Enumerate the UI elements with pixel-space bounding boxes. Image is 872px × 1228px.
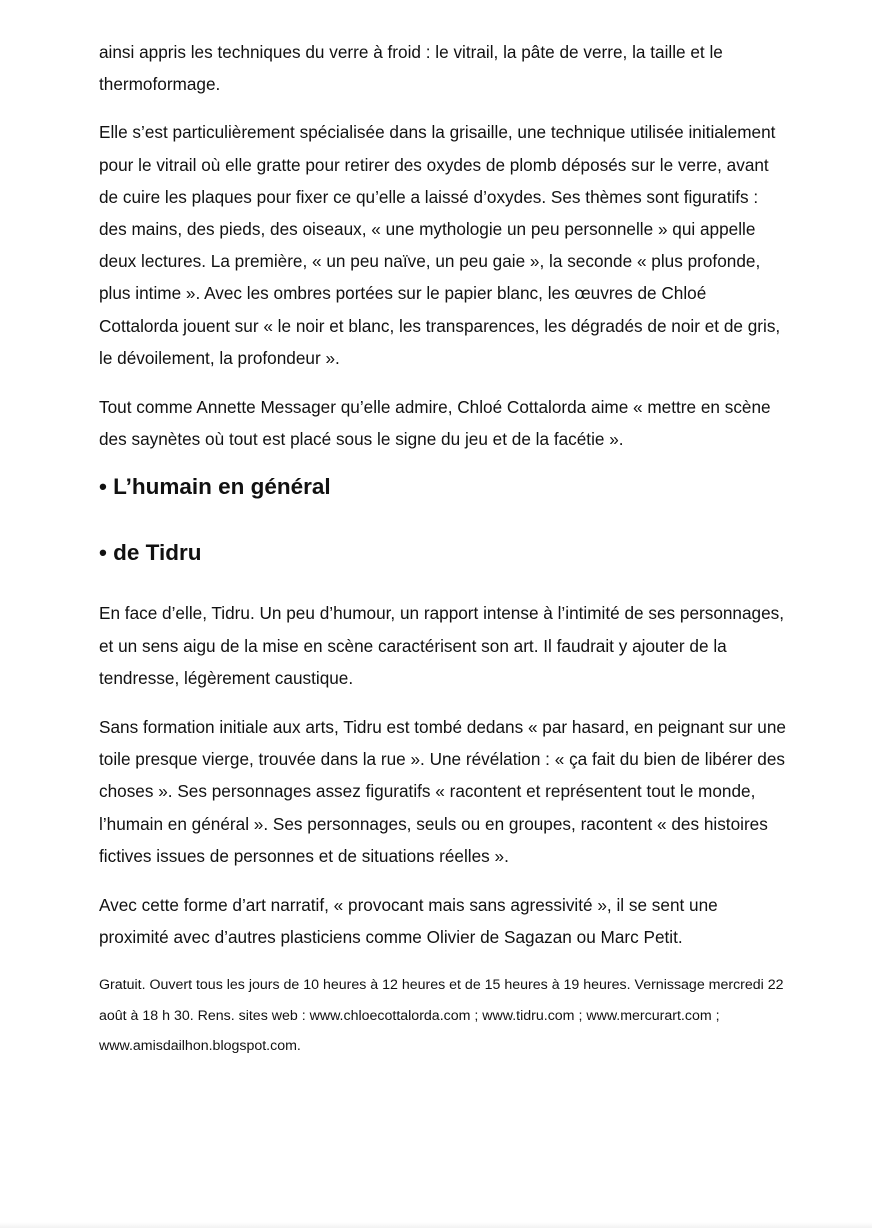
section-heading-humain: • L’humain en général bbox=[99, 474, 331, 500]
paragraph-intro-continuation: ainsi appris les techniques du verre à froid : le vitrail, la pâte de verre, la taille et le thermoformage. bbox=[99, 42, 723, 95]
practical-info-note: Gratuit. Ouvert tous les jours de 10 heures à 12 heures et de 15 heures à 19 heures. Vernissage mercredi 22 août à 18 h 30. Rens. sites web : www.chloecottalorda.com ; www.tidru.com ; www.mercurart.com ; www.amisdailhon.blogspot.com. bbox=[99, 977, 784, 1055]
paragraph-grisaille: Elle s’est particulièrement spécialisée dans la grisaille, une technique utilisée initialement pour le vitrail où elle gratte pour retirer des oxydes de plomb déposés sur le verre, avant de cuire les plaques pour fixer ce qu’elle a laissé d’oxydes. Ses thèmes sont figuratifs : des mains, des pieds, des oiseaux, « une mythologie un peu personnelle » qui appelle deux lectures. La première, « un peu naïve, un peu gaie », la seconde « plus profonde, plus intime ». Avec les ombres portées sur le papier blanc, les œuvres de Chloé Cottalorda jouent sur « le noir et blanc, les transparences, les dégradés de noir et de gris, le dévoilement, la profondeur ». bbox=[99, 122, 781, 368]
paragraph-annette-messager: Tout comme Annette Messager qu’elle admire, Chloé Cottalorda aime « mettre en scène des saynètes où tout est placé sous le signe du jeu et de la facétie ». bbox=[99, 397, 771, 450]
page-bottom-edge bbox=[0, 1222, 872, 1228]
section-heading-tidru: • de Tidru bbox=[99, 540, 202, 566]
article-body bbox=[99, 36, 789, 1062]
paragraph-tidru-formation: Sans formation initiale aux arts, Tidru est tombé dedans « par hasard, en peignant sur une toile presque vierge, trouvée dans la rue ». Une révélation : « ça fait du bien de libérer des choses ». Ses personnages assez figuratifs « racontent et représentent tout le monde, l’humain en général ». Ses personnages, seuls ou en groupes, racontent « des histoires fictives issues de personnes et de situations réelles ». bbox=[99, 717, 786, 866]
paragraph-tidru-art-narratif: Avec cette forme d’art narratif, « provocant mais sans agressivité », il se sent une proximité avec d’autres plasticiens comme Olivier de Sagazan ou Marc Petit. bbox=[99, 895, 718, 948]
paragraph-tidru-intro: En face d’elle, Tidru. Un peu d’humour, un rapport intense à l’intimité de ses personnages, et un sens aigu de la mise en scène caractérisent son art. Il faudrait y ajouter de la tendresse, légèrement caustique. bbox=[99, 603, 785, 688]
